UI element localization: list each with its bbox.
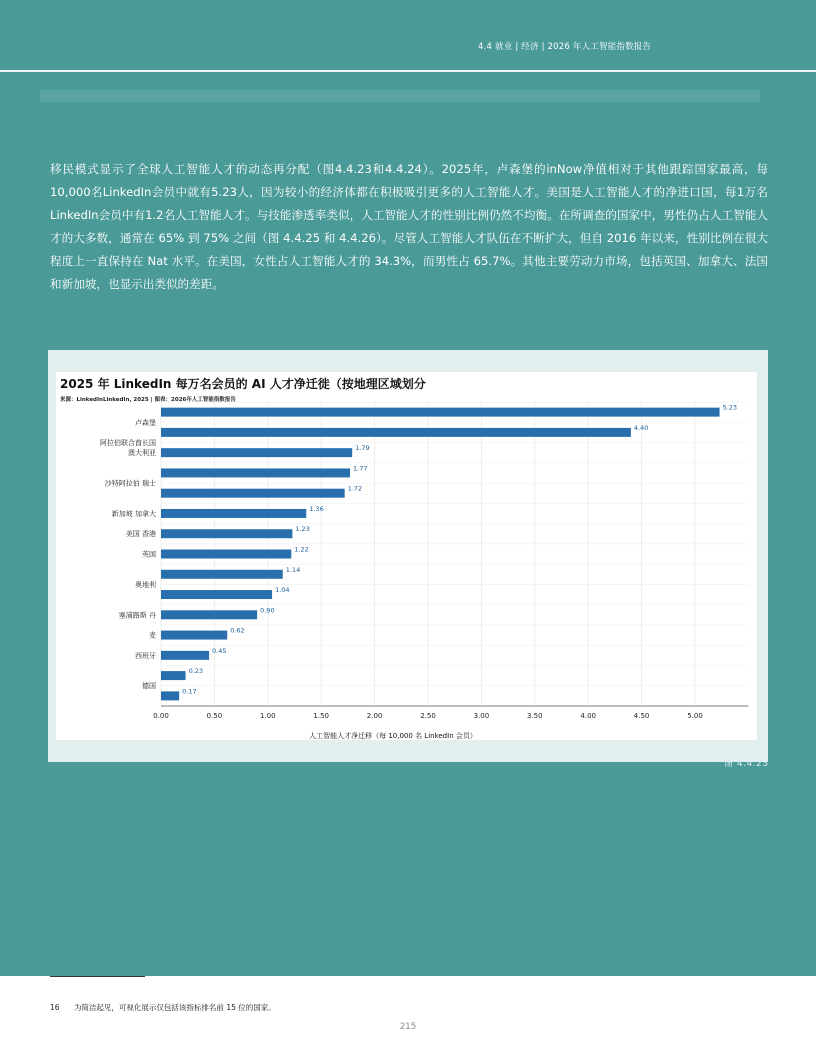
data-label-13: 0.23	[188, 667, 204, 676]
bar-3	[161, 468, 350, 477]
x-tick-8: 4.00	[580, 712, 596, 720]
bar-9	[161, 590, 272, 599]
bar-4	[161, 489, 345, 498]
footnote	[50, 1002, 276, 1013]
data-label-1: 4.40	[633, 423, 649, 432]
category-label-10: 西班牙	[135, 651, 156, 660]
x-tick-1: 0.50	[206, 712, 223, 720]
footnote-number: 16	[50, 1003, 60, 1012]
body-paragraph: 移民模式显示了全球人工智能人才的动态再分配（图4.4.23和4.4.24）。2025年，卢森堡的inNow净值相对于其他跟踪国家最高，每10,000名LinkedIn会员中就有5.23人，因为较小的经济体都在积极吸引更多的人工智能人才。美国是人工智能人才的净进口国，每1万名LinkedIn会员中有1.2名人工智能人才。与技能渗透率类似，人工智能人才的性别比例仍然不均衡。在所调查的国家中，男性仍占人工智能人才的大多数，通常在 65% 到 75% 之间（图 4.4.25 和 4.4.26）。尽管人工智能人才队伍在不断扩大，但自 2016 年以来，性别比例在很大程度上一直保持在 Nat 水平。在美国，女性占人工智能人才的 34.3%，而男性占 65.7%。其他主要劳动力市场，包括英国、加拿大、法国和新加坡，也显示出类似的差距。	[50, 162, 768, 291]
bar-14	[161, 691, 179, 700]
chart-category-labels	[100, 418, 156, 690]
data-label-6: 1.23	[295, 525, 310, 534]
bar-10	[161, 610, 257, 619]
category-label-6: 英国	[142, 550, 156, 559]
bar-0	[161, 408, 720, 417]
bar-1	[161, 428, 631, 437]
x-tick-3: 1.50	[313, 712, 329, 720]
category-label-11: 德国	[142, 682, 156, 691]
category-label-9: 麦	[149, 631, 156, 640]
page-number: 215	[399, 1022, 417, 1032]
x-tick-9: 4.50	[633, 712, 650, 720]
data-label-2: 1.79	[355, 444, 370, 453]
chart-title: 2025 年 LinkedIn 每万名会员的 AI 人才净迁徙（按地理区域划分	[60, 377, 426, 391]
category-label-8: 塞浦路斯 丹	[118, 611, 156, 620]
bar-8	[161, 570, 283, 579]
bar-6	[161, 529, 292, 538]
category-label-3: 沙特阿拉伯 瑞士	[104, 479, 156, 488]
bar-11	[161, 631, 227, 640]
x-tick-4: 2.00	[366, 712, 383, 720]
data-label-7: 1.22	[294, 545, 309, 554]
x-tick-6: 3.00	[473, 712, 490, 720]
figure-tag: 图 4.4.23	[724, 759, 769, 769]
chart-x-ticks	[153, 712, 703, 720]
data-label-8: 1.14	[285, 565, 301, 574]
x-tick-5: 2.50	[420, 712, 436, 720]
chart-bars	[161, 408, 720, 701]
category-label-4: 新加坡 加拿大	[111, 509, 156, 518]
x-tick-0: 0.00	[153, 712, 169, 720]
chart-source: 来源：LinkedInLinkedIn, 2025 | 图表：2026年人工智能指数报告	[60, 397, 236, 403]
category-label-0: 卢森堡	[135, 418, 156, 427]
footnote-rule	[50, 976, 145, 977]
bar-5	[161, 509, 306, 518]
footnote-text: 为简洁起见，可视化展示仅包括该指标排名前 15 位的国家。	[73, 1003, 276, 1012]
data-label-12: 0.45	[212, 646, 227, 655]
x-axis-label: 人工智能人才净迁移（每 10,000 名 LinkedIn 会员）	[309, 732, 477, 740]
data-label-4: 1.72	[347, 484, 363, 493]
data-label-11: 0.62	[230, 626, 245, 635]
bar-7	[161, 550, 291, 559]
bar-12	[161, 651, 209, 660]
data-label-14: 0.17	[182, 687, 197, 696]
data-label-5: 1.36	[309, 504, 324, 513]
data-label-9: 1.04	[275, 586, 290, 595]
section-header: 4.4 就业 | 经济 | 2026 年人工智能指数报告	[478, 42, 652, 52]
category-label-1: 阿拉伯联合酋长国	[100, 439, 156, 448]
bar-13	[161, 671, 186, 680]
data-label-10: 0.90	[260, 606, 275, 615]
category-label-2: 澳大利亚	[128, 449, 156, 458]
bar-2	[161, 448, 352, 457]
x-tick-10: 5.00	[687, 712, 703, 720]
data-label-0: 5.23	[722, 403, 738, 412]
category-label-5: 美国 香港	[125, 530, 156, 539]
x-tick-2: 1.00	[260, 712, 276, 720]
x-tick-7: 3.50	[527, 712, 543, 720]
category-label-7: 奥地利	[135, 580, 156, 589]
data-label-3: 1.77	[353, 464, 368, 473]
